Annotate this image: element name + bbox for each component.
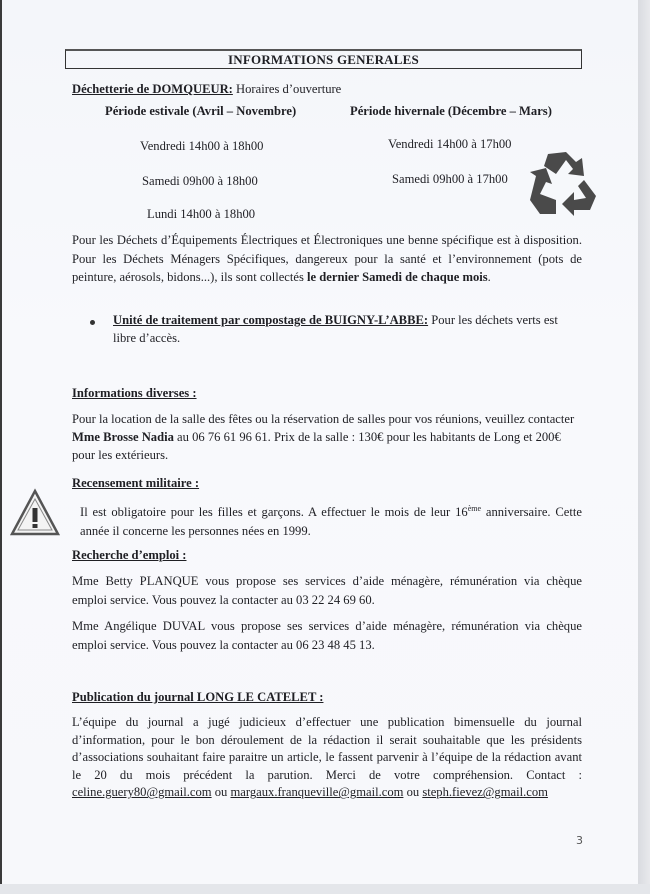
- dms-line: Pour les Déchets Ménagers Spécifiques, dangereux pour la santé et l’environnement (pots de: [72, 251, 582, 266]
- recycle-icon: [526, 148, 602, 220]
- offer-line-1: Mme Angélique DUVAL vous propose ses services d’aide ménagère, rémunération via chèque: [72, 619, 582, 633]
- recensement-text-end: anniversaire. Cette: [481, 505, 582, 519]
- journal-line: d’associations souhaitant faire paraitre un article, le fassent parvenir à l’équipe de la rédaction avant: [72, 750, 582, 765]
- recensement-line-1: [80, 500, 582, 522]
- emploi-heading: Recherche d’emploi :: [72, 548, 187, 562]
- email-link-celine[interactable]: celine.guery80@gmail.com: [72, 785, 212, 800]
- offer-line-2: emploi service. Vous pouvez la contacter au 06 23 48 45 13.: [72, 637, 375, 652]
- informations-diverses-heading: Informations diverses :: [72, 386, 197, 400]
- exterieurs-line: pour les extérieurs.: [72, 448, 169, 462]
- winter-hours-saturday: Samedi 09h00 à 17h00: [392, 172, 508, 186]
- compostage-text-2: libre d’accès.: [113, 331, 181, 345]
- contact-emails: [72, 784, 582, 802]
- ordinal-suffix: ème: [467, 504, 482, 513]
- dechetterie-subtitle: Horaires d’ouverture: [232, 82, 342, 96]
- dechetterie-heading-line: [72, 82, 341, 97]
- summer-hours-monday: Lundi 14h00 à 18h00: [147, 207, 256, 221]
- email-link-margaux[interactable]: margaux.franqueville@gmail.com: [230, 785, 404, 800]
- journal-line: le 20 du mois précédent la parution. Merci de votre compréhension. Contact :: [72, 767, 582, 782]
- recensement-line-2: année il concerne les personnes nées en 1999.: [80, 523, 311, 538]
- recensement-text: Il est obligatoire pour les filles et garçons. A effectuer le mois de leur 16: [80, 505, 468, 519]
- emploi-offer: [72, 572, 582, 609]
- dms-text: peinture, aérosols, bidons...), ils sont collectés: [72, 270, 308, 284]
- compostage-heading: Unité de traitement par compostage de BUIGNY-L’ABBE:: [113, 313, 429, 327]
- page-number: 3: [576, 834, 583, 847]
- emploi-offer: [72, 617, 582, 654]
- informations-diverses-paragraph: [72, 410, 582, 464]
- bullet-icon: [90, 320, 95, 325]
- dms-line-end: [72, 268, 582, 287]
- separator: ou: [211, 785, 231, 800]
- journal-line: d’information, pour le bon déroulement de la rédaction il serait souhaitable que les présidents: [72, 732, 582, 747]
- location-line: Pour la location de la salle des fêtes ou la réservation de salles pour vos réunions, veuillez contacter: [72, 412, 575, 426]
- offer-line-1: Mme Betty PLANQUE vous propose ses services d’aide ménagère, rémunération via chèque: [72, 574, 582, 588]
- compostage-line: [113, 313, 558, 328]
- journal-heading: Publication du journal LONG LE CATELET :: [72, 690, 324, 704]
- dechetterie-paragraph: [72, 231, 582, 287]
- journal-paragraph: [72, 714, 582, 802]
- deee-line: Pour les Déchets d’Équipements Électriques et Électroniques une benne spécifique est à disposition.: [72, 233, 582, 247]
- summer-period-title: Période estivale (Avril – Novembre): [105, 104, 297, 118]
- journal-line: L’équipe du journal a jugé judicieux d’effectuer une publication bimensuelle du journal: [72, 715, 582, 729]
- recensement-heading: Recensement militaire :: [72, 476, 200, 490]
- summer-hours-saturday: Samedi 09h00 à 18h00: [142, 174, 258, 188]
- recensement-paragraph: [80, 500, 582, 540]
- winter-hours-friday: Vendredi 14h00 à 17h00: [388, 137, 512, 151]
- contact-name: Mme Brosse Nadia: [72, 430, 174, 444]
- winter-period-title: Période hivernale (Décembre – Mars): [350, 104, 552, 118]
- collection-day: le dernier Samedi de chaque mois: [307, 270, 488, 284]
- warning-icon: [10, 488, 60, 538]
- dechetterie-heading: Déchetterie de DOMQUEUR:: [72, 82, 233, 96]
- offer-line-2: emploi service. Vous pouvez la contacter au 03 22 24 69 60.: [72, 592, 375, 607]
- period: .: [487, 270, 491, 284]
- price-line: au 06 76 61 96 61. Prix de la salle : 130€ pour les habitants de Long et 200€: [173, 430, 561, 444]
- separator: ou: [403, 785, 423, 800]
- compostage-text: Pour les déchets verts est: [428, 313, 558, 327]
- scan-edge: [0, 884, 650, 894]
- scan-edge: [0, 0, 2, 894]
- email-link-steph[interactable]: steph.fievez@gmail.com: [422, 785, 548, 800]
- page-title: INFORMATIONS GENERALES: [65, 49, 582, 69]
- summer-hours-friday: Vendredi 14h00 à 18h00: [140, 139, 264, 153]
- scan-edge: [638, 0, 650, 894]
